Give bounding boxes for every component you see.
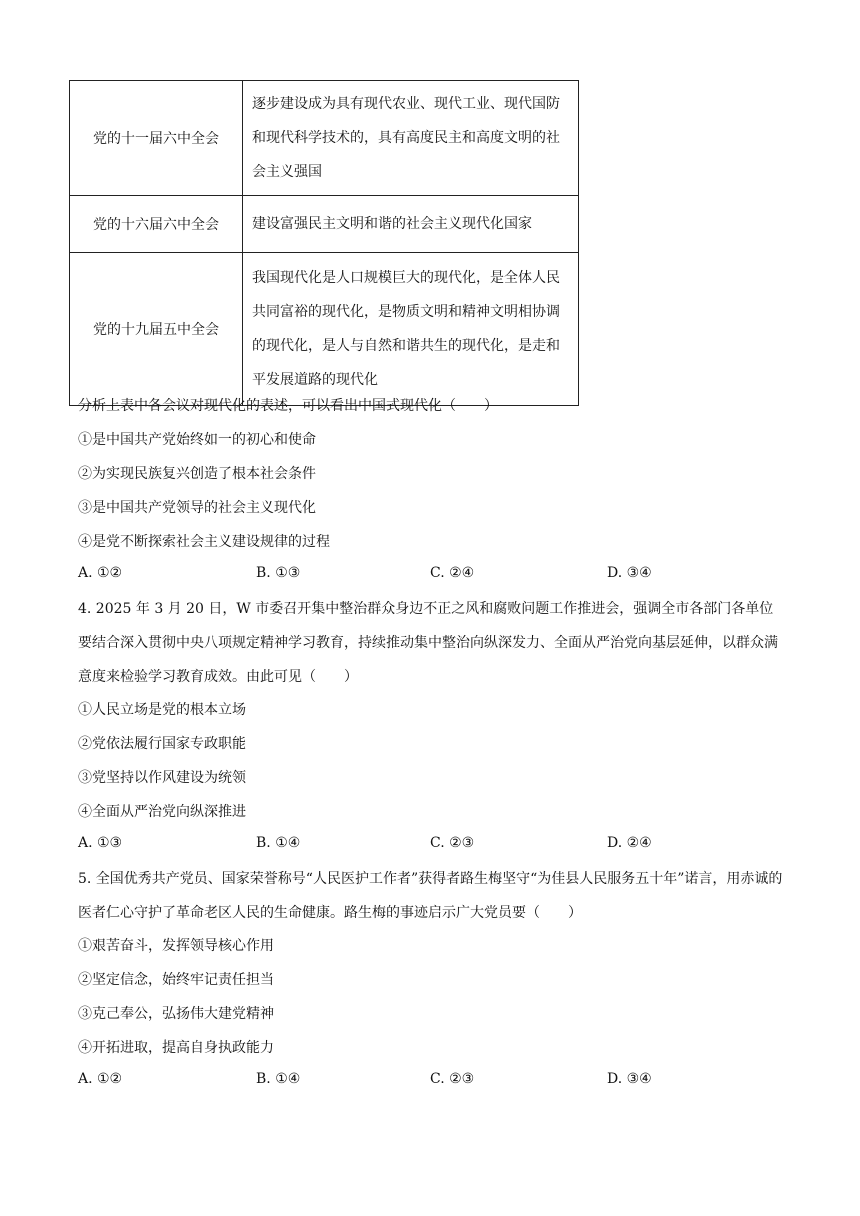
q4-item-2: ②党依法履行国家专政职能: [78, 736, 246, 752]
q5-options: [78, 1071, 783, 1093]
q3-item-3: ③是中国共产党领导的社会主义现代化: [78, 500, 316, 516]
q3-options: [78, 565, 783, 587]
q3-item-1: ①是中国共产党始终如一的初心和使命: [78, 432, 316, 448]
q5-item-4: ④开拓进取，提高自身执政能力: [78, 1040, 274, 1056]
q3-item-4: ④是党不断探索社会主义建设规律的过程: [78, 534, 330, 550]
meeting-statement: 逐步建设成为具有现代农业、现代工业、现代国防和现代科学技术的，具有高度民主和高度文明的社会主义强国: [243, 81, 579, 196]
q5-item-3: ③克己奉公，弘扬伟大建党精神: [78, 1006, 274, 1022]
q3-option-c[interactable]: C. ②④: [430, 565, 475, 581]
meeting-statement: 建设富强民主文明和谐的社会主义现代化国家: [243, 196, 579, 253]
q4-option-a[interactable]: A. ①③: [78, 835, 123, 851]
q4-item-4: ④全面从严治党向纵深推进: [78, 804, 246, 820]
q4-item-1: ①人民立场是党的根本立场: [78, 702, 246, 718]
q4-option-b[interactable]: B. ①④: [256, 835, 301, 851]
q3-option-d[interactable]: D. ③④: [607, 565, 652, 581]
table-row: [70, 253, 579, 406]
q5-item-2: ②坚定信念，始终牢记责任担当: [78, 972, 274, 988]
q5-item-1: ①艰苦奋斗，发挥领导核心作用: [78, 938, 274, 954]
q4-item-3: ③党坚持以作风建设为统领: [78, 770, 246, 786]
meeting-name: 党的十一届六中全会: [70, 81, 243, 196]
meeting-statement: 我国现代化是人口规模巨大的现代化，是全体人民共同富裕的现代化，是物质文明和精神文明相协调的现代化，是人与自然和谐共生的现代化，是走和平发展道路的现代化: [243, 253, 579, 406]
q3-stem: 分析上表中各会议对现代化的表述，可以看出中国式现代化（ ）: [78, 398, 498, 414]
table-row: [70, 81, 579, 196]
q5-option-c[interactable]: C. ②③: [430, 1071, 475, 1087]
q4-option-c[interactable]: C. ②③: [430, 835, 475, 851]
q4-option-d[interactable]: D. ②④: [607, 835, 652, 851]
q4-stem: 4. 2025 年 3 月 20 日，W 市委召开集中整治群众身边不正之风和腐败问题工作推进会，强调全市各部门各单位要结合深入贯彻中央八项规定精神学习教育，持续推动集中整治向纵深发力、全面从严治党向基层延伸，以群众满意度来检验学习教育成效。由此可见（ ）: [78, 601, 778, 685]
q5-option-b[interactable]: B. ①④: [256, 1071, 301, 1087]
q3-option-b[interactable]: B. ①③: [256, 565, 301, 581]
modernization-table: [69, 80, 579, 406]
q5-option-a[interactable]: A. ①②: [78, 1071, 123, 1087]
q3-item-2: ②为实现民族复兴创造了根本社会条件: [78, 466, 316, 482]
meeting-name: 党的十九届五中全会: [70, 253, 243, 406]
q5-option-d[interactable]: D. ③④: [607, 1071, 652, 1087]
q5-stem: 5. 全国优秀共产党员、国家荣誉称号“人民医护工作者”获得者路生梅坚守“为佳县人民服务五十年”诺言，用赤诚的医者仁心守护了革命老区人民的生命健康。路生梅的事迹启示广大党员要（ ）: [78, 871, 783, 921]
table-row: [70, 196, 579, 253]
q3-option-a[interactable]: A. ①②: [78, 565, 123, 581]
meeting-name: 党的十六届六中全会: [70, 196, 243, 253]
q4-options: [78, 835, 783, 857]
